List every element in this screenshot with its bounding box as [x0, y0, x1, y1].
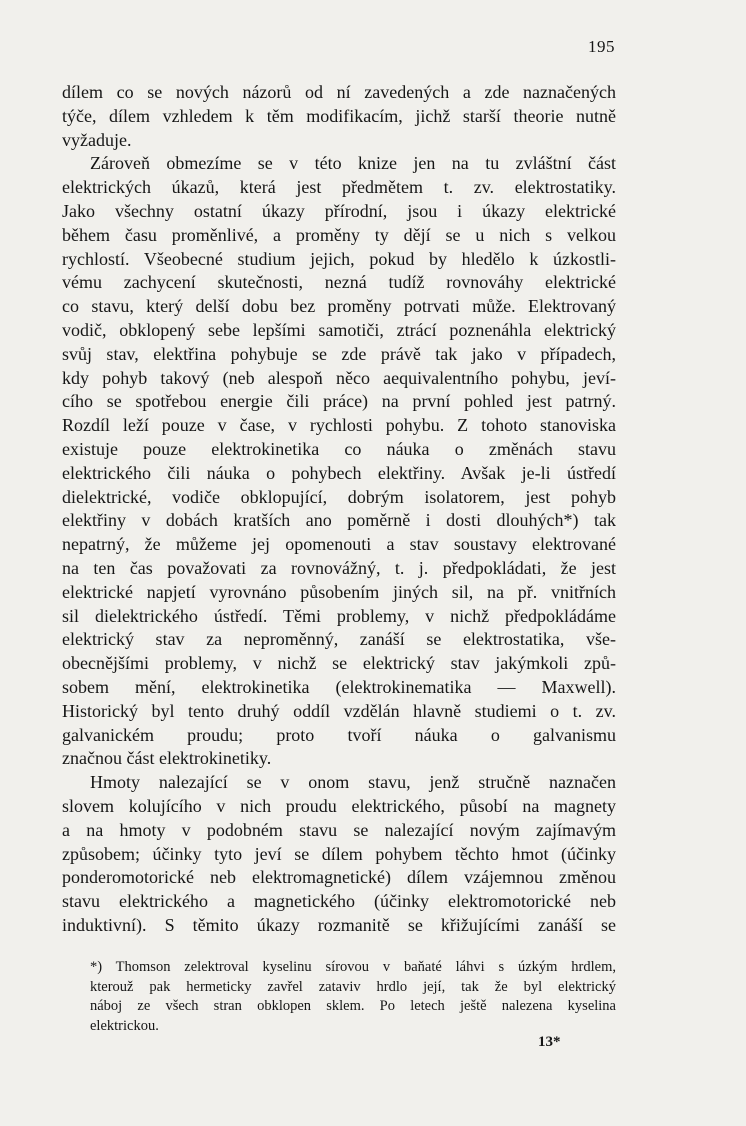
text-line: slovem kolujícího v nich proudu elektrického, působí na magnety [62, 795, 616, 816]
text-line: kdy pohyb takový (neb alespoň něco aequivalentního pohybu, jeví- [62, 367, 616, 388]
footnote-line: *) Thomson zelektroval kyselinu sírovou v baňaté láhvi s úzkým hrdlem, [90, 959, 616, 975]
text-line: sobem mění, elektrokinetika (elektrokinematika — Maxwell). [62, 676, 616, 697]
text-line: dielektrické, vodiče obklopující, dobrým isolatorem, jest pohyb [62, 486, 616, 507]
text-line: vému zachycení skutečnosti, nezná tudíž rovnováhy elektrické [62, 272, 616, 293]
text-line: elektrického čili náuka o pohybech elektřiny. Avšak je-li ústředí [62, 462, 616, 483]
text-line: svůj stav, elektřina pohybuje se zde právě tak jako v případech, [62, 343, 616, 364]
text-line: cího se spotřebou energie čili práce) na první pohled jest patrný. [62, 391, 616, 412]
text-line: obecnějšími problemy, v nichž se elektrický stav jakýmkoli způ- [62, 653, 616, 674]
text-line: elektrický stav za neproměnný, zanáší se elektrostatika, vše- [62, 629, 616, 650]
text-line: galvanickém proudu; proto tvoří náuka o galvanismu [62, 724, 616, 745]
sheet-signature: 13* [538, 1034, 561, 1050]
text-line: nepatrný, že můžeme jej opomenouti a stav soustavy elektrované [62, 534, 616, 555]
footnote-line: kterouž pak hermeticky zavřel zataviv hrdlo její, tak že byl elektrický [90, 978, 616, 995]
body-text [62, 81, 616, 938]
text-line: stavu elektrického a magnetického (účinky elektromotorické neb [62, 891, 616, 912]
text-line: značnou část elektrokinetiky. [62, 748, 272, 769]
text-line: týče, dílem vzhledem k těm modifikacím, jichž starší theorie nutně [62, 105, 616, 126]
text-line: ponderomotorické neb elektromagnetické) dílem vzájemnou změnou [62, 867, 616, 888]
footnote-line: náboj ze všech stran obklopen sklem. Po letech ještě nalezena kyselina [90, 998, 616, 1014]
text-line: existuje pouze elektrokinetika co náuka o změnách stavu [62, 438, 616, 459]
text-line: dílem co se nových názorů od ní zavedených a zde naznačených [62, 82, 616, 102]
footnote-line: elektrickou. [90, 1017, 159, 1034]
footnote [90, 958, 616, 1036]
text-line: způsobem; účinky tyto jeví se dílem pohybem těchto hmot (účinky [62, 843, 616, 864]
text-line: vyžaduje. [62, 129, 132, 150]
text-line: Hmoty nalezající se v onom stavu, jenž stručně naznačen [90, 772, 616, 793]
text-line: co stavu, který delší dobu bez proměny potrvati může. Elektrovaný [62, 296, 616, 317]
text-line: elektřiny v dobách kratších ano poměrně i dosti dlouhých*) tak [62, 510, 616, 531]
text-line: Zároveň obmezíme se v této knize jen na tu zvláštní část [90, 153, 616, 174]
text-line: vodič, obklopený sebe lepšími samotiči, ztrácí poznenáhla elektrický [62, 319, 616, 340]
page-number: 195 [588, 37, 615, 56]
text-line: a na hmoty v podobném stavu se nalezající novým zajímavým [62, 819, 616, 840]
text-line: elektrických úkazů, která jest předmětem t. zv. elektrostatiky. [62, 177, 616, 198]
text-line: během času proměnlivé, a proměny ty dějí se u nich s velkou [62, 224, 616, 245]
text-line: na ten čas považovati za rovnovážný, t. j. předpokládati, že jest [62, 557, 616, 578]
text-line: Rozdíl leží pouze v čase, v rychlosti pohybu. Z tohoto stanoviska [62, 415, 616, 436]
text-line: elektrické napjetí vyrovnáno působením jiných sil, na př. vnitřních [62, 581, 616, 602]
text-line: rychlostí. Všeobecné studium jejich, pokud by hledělo k úzkostli- [62, 248, 616, 269]
text-line: Jako všechny ostatní úkazy přírodní, jsou i úkazy elektrické [62, 200, 616, 221]
text-line: induktivní). S těmito úkazy rozmanitě se křižujícími zanáší se [62, 914, 616, 935]
text-line: Historický byl tento druhý oddíl vzdělán hlavně studiemi o t. zv. [62, 700, 616, 721]
text-line: sil dielektrického ústředí. Těmi problemy, v nichž předpokládáme [62, 605, 616, 626]
